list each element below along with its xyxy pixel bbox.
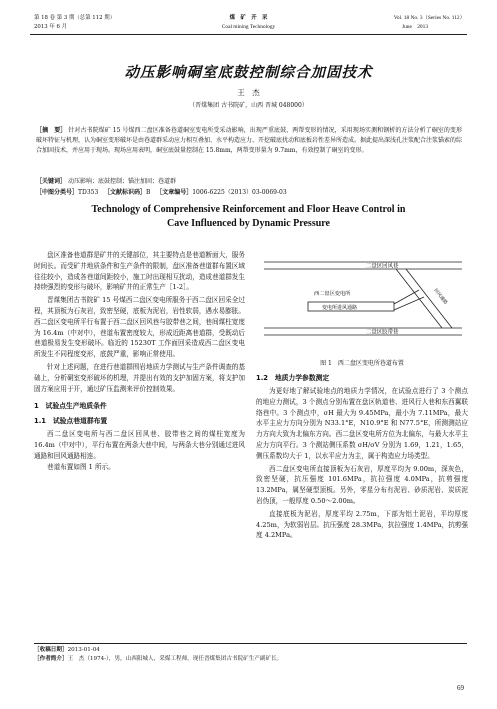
roadway-layout-diagram bbox=[256, 246, 468, 354]
received-date bbox=[34, 646, 100, 654]
geomechanics-paragraph: 为更好地了解试验地点的地质力学情况，在试验点进行了 3 个测点的地应力测试，3 个测点分别布置在盘区轨道巷、进风行人巷和东西翼联络巷中。3 个测点中，σH 最大为 9.45MPa，最小为 7.11MPa，最大水平主应力方向分别为 N33.1°E，N10.9°E 和 N77.5°E，所测测站应力方向大致为北偏东方向。西二盘区变电所方位为北偏东，与最大水平主应力方向平行。3 个测站侧压系数 σH/σV 分别为 1.69，1.21，1.65，侧压系数均大于 1，以水平应力为主，属于构造应力场类型。 bbox=[256, 387, 468, 460]
journal-issue-date: June 2013 bbox=[401, 24, 429, 30]
intro-paragraph-2: 晋煤集团古书院矿 15 号煤西二盘区变电所服务于西二盘区回采全过程，其顶板为石灰岩，致密坚硬，底板为泥岩，岩性软弱，遇水易膨胀。西二盘区变电所平行布置于西二盘区回风巷与胶带巷之间，巷间煤柱宽度为 16.4m（中对中），巷道布置密度较大，形成近距离巷道群，受既动后巷道极易发生变形破坏。临近的 15230T 工作面回采造成西二盘区变电所发生不同程度变形，底鼓严重，影响正常使用。 bbox=[34, 296, 245, 359]
keywords-text: 动压影响；底鼓控制；锚注加固；巷道群 bbox=[67, 178, 176, 185]
intro-paragraph-3: 针对上述问题，在进行巷道群围岩地质力学测试与生产条件调查的基础上，分析硐室变形破坏的机理，并提出有效的支护加固方案，将支护加固方案应用于开，通过矿压监测来评价控制效果。 bbox=[34, 362, 245, 393]
subsection-heading-1-1: 1.1 试验点巷道群布置 bbox=[34, 417, 108, 426]
subsection-heading-1-2: 1.2 地质力学参数测定 bbox=[256, 374, 330, 382]
abstract-text: 针对古书院煤矿 15 号煤西二盘区准备巷道硐室变电所受采动影响，出现严重底鼓、两帮变形的情况，采用现场实测和钢析的方法分析了硐室的变形破坏特征与机理，认为硐室变形破坏是由巷道群采动应力相互叠加、水平构造应力、开挖破底扰动和底板岩性差异所造成。据此提出深浅孔注浆配合注浆锚索的综合加固技术，并应用于现场。现场应用表明，硐室底鼓量控制在 15.8mm，两帮变形量为 9.7mm，有效控制了硐室的变形。 bbox=[36, 127, 463, 155]
english-title-line2: Cave Influenced by Dynamic Pressure bbox=[167, 218, 330, 229]
header-rule bbox=[30, 34, 467, 35]
left-column bbox=[34, 250, 245, 473]
doc-code-label: ［文献标识码］ bbox=[104, 189, 147, 196]
received-label: ［收稿日期］ bbox=[34, 647, 68, 653]
return-passage-label: 回风通路 bbox=[432, 288, 448, 306]
figure-1-caption: 图 1 西二盘区变电所巷道布置 bbox=[320, 360, 404, 367]
journal-series: Vol. 18 No. 3（Series No. 112） bbox=[393, 15, 465, 21]
journal-volume: 第 18 卷 第 3 期（总第 112 期） bbox=[34, 15, 116, 21]
author-bio bbox=[34, 655, 467, 663]
page-number: 69 bbox=[457, 684, 464, 692]
received-value: 2013-01-04 bbox=[67, 647, 100, 653]
doc-code-value: B bbox=[146, 189, 151, 196]
footnote-rule bbox=[34, 643, 467, 644]
clc-value: TD353 bbox=[78, 189, 99, 196]
journal-name-en: Coal mining Technology bbox=[221, 24, 276, 30]
section-heading-1: 1 试验点生产地质条件 bbox=[34, 402, 107, 411]
clc-label: ［中图分类号］ bbox=[36, 189, 79, 196]
floor-paragraph: 直接底板为泥岩，厚度平均 2.75m，下部为铝土泥岩，平均厚度 4.25m，为软弱岩层。抗压强度 28.3MPa，抗拉强度 1.4MPa，抗剪强度 4.2MPa。 bbox=[256, 509, 468, 540]
keywords-label: ［关键词］ bbox=[36, 178, 67, 185]
return-air-roadway-label: 二盘区回风巷 bbox=[366, 263, 399, 270]
author-bio-value: 王 杰（1974-），男，山西阳城人，采煤工程师，现任晋煤集团古书院矿生产副矿长。 bbox=[67, 656, 283, 662]
intake-passage-label: 变电所进风通路 bbox=[322, 305, 358, 311]
keywords bbox=[36, 177, 462, 187]
paper-title: 动压影响硐室底鼓控制综合加固技术 bbox=[124, 65, 373, 81]
abstract bbox=[36, 126, 462, 157]
paper-affiliation: （晋煤集团 古书院矿，山西 晋城 048000） bbox=[189, 102, 308, 109]
article-id-value: 1006-6225（2013）03-0069-03 bbox=[192, 189, 287, 196]
english-title-line1: Technology of Comprehensive Reinforcement and Floor Heave Control in bbox=[91, 204, 406, 215]
article-id-label: ［文章编号］ bbox=[156, 189, 193, 196]
journal-date: 2013 年 6 月 bbox=[34, 24, 68, 30]
journal-name: 煤 矿 开 采 bbox=[229, 15, 268, 21]
classification-line bbox=[36, 188, 462, 198]
substation-label: 西二盘区变电所 bbox=[314, 291, 351, 297]
belt-roadway-label: 二盘区胶带巷 bbox=[366, 329, 399, 336]
figure-reference: 巷道布置如图 1 所示。 bbox=[47, 462, 115, 471]
paper-author: 王 杰 bbox=[237, 88, 260, 97]
intro-paragraph-1: 盘区准备巷道群是矿井的关键部位，其主要特点是巷道断面大，服务时间长。而受矿井地质条件和生产条件的限制，盘区准备巷道群布置区域往往较小，造成各巷道间距较小，施工时出现相互扰动，造成巷道群发生持续强烈的变形与破坏，影响矿井的正常生产［1-2］。 bbox=[34, 251, 245, 292]
abstract-label: ［摘 要］ bbox=[36, 127, 67, 134]
roof-paragraph: 西二盘区变电所直接顶板为石灰岩，厚度平均为 9.00m，深灰色，致密坚硬，抗压强度 101.6MPa，抗拉强度 4.0MPa，抗剪强度 13.2MPa，属坚硬型顶板。另外，零星分布有泥岩、砂质泥岩、炭质泥岩伪顶，一般厚度 0.50～2.00m。 bbox=[256, 464, 468, 505]
right-column bbox=[256, 373, 468, 541]
author-bio-label: ［作者简介］ bbox=[34, 656, 68, 662]
layout-paragraph: 西二盘区变电所与西二盘区回风巷、胶带巷之间的煤柱宽度为 16.4m（中对中），平行布置在两条大巷中间，与两条大巷分别通过进风通路和回风通路相连。 bbox=[34, 430, 245, 460]
figure-1 bbox=[256, 246, 468, 354]
